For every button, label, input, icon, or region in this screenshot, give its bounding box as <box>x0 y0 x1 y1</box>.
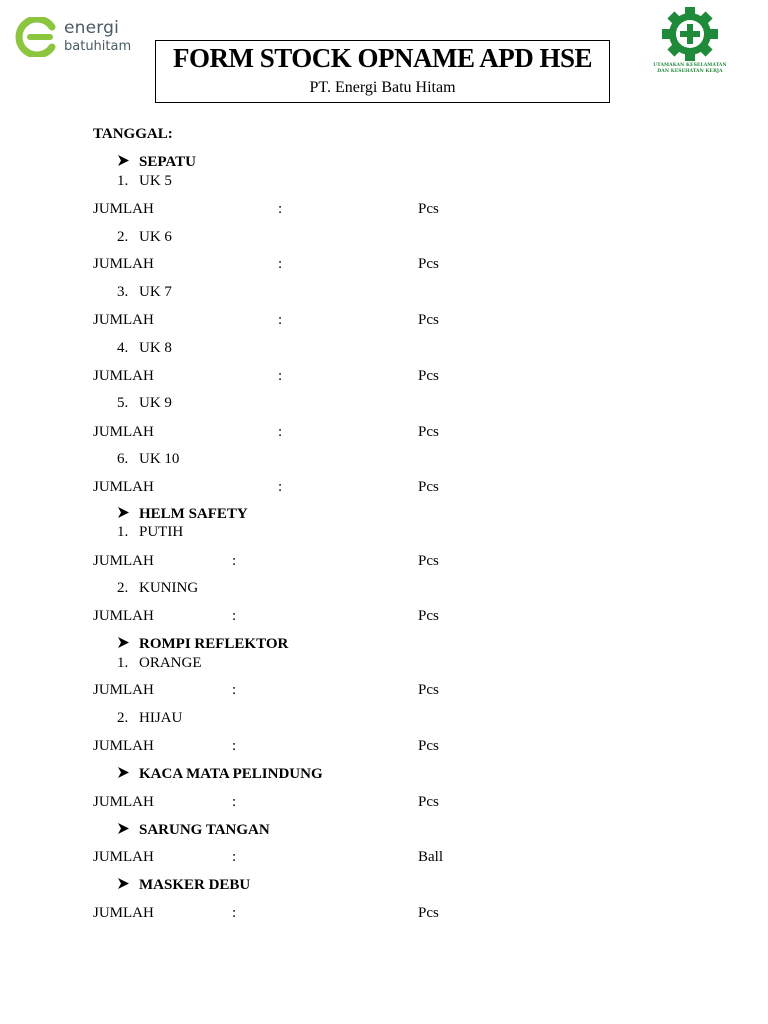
k3-caption-line1: UTAMAKAN KESELAMATAN <box>653 63 727 68</box>
k3-gear-cross-icon <box>660 6 720 62</box>
quantity-row: JUMLAH : Pcs <box>93 256 439 272</box>
list-item: 1. UK 5 <box>117 173 172 189</box>
arrow-bullet-icon <box>117 636 139 653</box>
quantity-row: JUMLAH : Pcs <box>93 682 439 698</box>
category-heading: SEPATU <box>117 154 196 171</box>
arrow-bullet-icon <box>117 877 139 894</box>
list-item: 2. HIJAU <box>117 710 183 726</box>
quantity-row: JUMLAH : Pcs <box>93 424 439 440</box>
quantity-row: JUMLAH : Pcs <box>93 553 439 569</box>
list-item: 4. UK 8 <box>117 340 172 356</box>
quantity-row: JUMLAH : Pcs <box>93 201 439 217</box>
quantity-row: JUMLAH : Ball <box>93 849 443 865</box>
list-item: 2. UK 6 <box>117 229 172 245</box>
title-box <box>155 40 610 103</box>
list-item: 2. KUNING <box>117 580 199 596</box>
energi-logo-icon <box>14 17 58 57</box>
list-item: 3. UK 7 <box>117 284 172 300</box>
category-heading: MASKER DEBU <box>117 877 250 894</box>
date-label: TANGGAL: <box>93 126 173 142</box>
category-heading: KACA MATA PELINDUNG <box>117 766 323 783</box>
logo-text-energi: energi <box>64 18 120 38</box>
list-item: 5. UK 9 <box>117 395 172 411</box>
quantity-row: JUMLAH : Pcs <box>93 738 439 754</box>
company-logo <box>14 14 144 60</box>
quantity-row: JUMLAH : Pcs <box>93 479 439 495</box>
company-name: PT. Energi Batu Hitam <box>309 79 456 96</box>
arrow-bullet-icon <box>117 154 139 171</box>
quantity-row: JUMLAH : Pcs <box>93 794 439 810</box>
category-heading: SARUNG TANGAN <box>117 822 270 839</box>
quantity-row: JUMLAH : Pcs <box>93 608 439 624</box>
page-title: FORM STOCK OPNAME APD HSE <box>172 43 593 73</box>
quantity-row: JUMLAH : Pcs <box>93 312 439 328</box>
logo-text-batuhitam: batuhitam <box>64 39 132 54</box>
list-item: 1. ORANGE <box>117 655 202 671</box>
k3-caption-line2: DAN KESEHATAN KERJA <box>657 69 723 74</box>
arrow-bullet-icon <box>117 766 139 783</box>
arrow-bullet-icon <box>117 506 139 523</box>
arrow-bullet-icon <box>117 822 139 839</box>
list-item: 1. PUTIH <box>117 524 184 540</box>
quantity-row: JUMLAH : Pcs <box>93 368 439 384</box>
category-heading: ROMPI REFLEKTOR <box>117 636 288 653</box>
category-heading: HELM SAFETY <box>117 506 248 523</box>
quantity-row: JUMLAH : Pcs <box>93 905 439 921</box>
k3-logo <box>652 6 728 76</box>
list-item: 6. UK 10 <box>117 451 180 467</box>
